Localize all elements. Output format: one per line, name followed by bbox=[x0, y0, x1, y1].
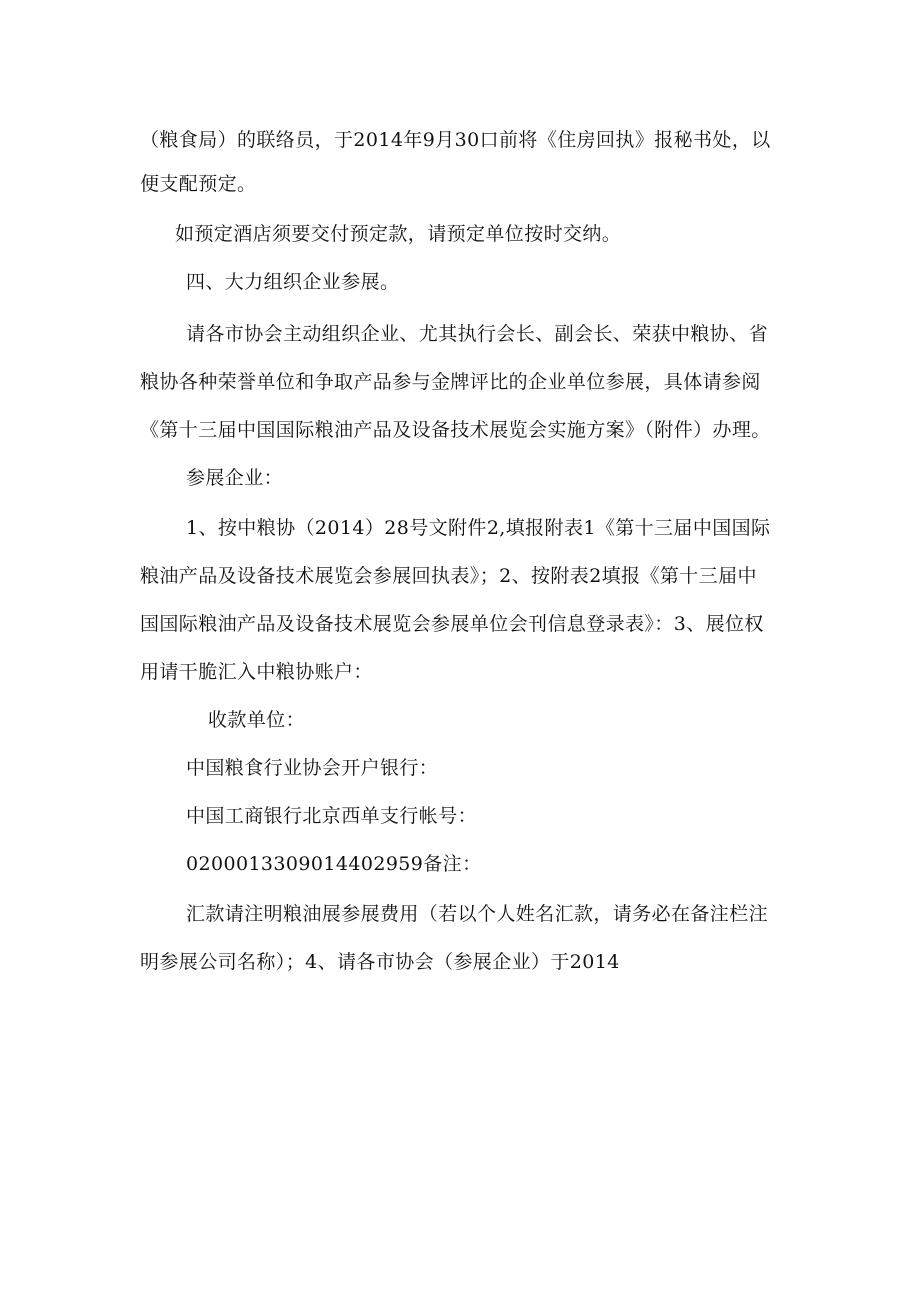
text-line: 国国际粮油产品及设备技术展览会参展单位会刊信息登录表》：3、展位权 bbox=[140, 613, 764, 635]
text-line: 1、按中粮协（2014）28号文附件2,填报附表1《第十三届中国国际 bbox=[186, 517, 771, 539]
text-line: 参展企业： bbox=[186, 467, 284, 489]
text-line: 中国工商银行北京西单支行帐号： bbox=[186, 805, 478, 827]
text-line: 汇款请注明粮油展参展费用（若以个人姓名汇款，请务必在备注栏注 bbox=[186, 903, 769, 925]
text-line: 粮油产品及设备技术展览会参展回执表》；2、按附表2填报《第十三届中 bbox=[140, 565, 757, 587]
text-line: 中国粮食行业协会开户银行： bbox=[186, 757, 439, 779]
text-line: 粮协各种荣誉单位和争取产品参与金牌评比的企业单位参展，具体请参阅 bbox=[140, 371, 761, 393]
text-line: 用请干脆汇入中粮协账户： bbox=[140, 661, 373, 683]
text-line: 0200013309014402959备注： bbox=[186, 853, 482, 875]
text-line: 如预定酒店须要交付预定款，请预定单位按时交纳。 bbox=[175, 223, 622, 245]
text-line: 便支配预定。 bbox=[140, 173, 257, 195]
section-heading: 四、大力组织企业参展。 bbox=[186, 271, 400, 293]
text-line: （粮食局）的联络员，于2014年9月30口前将《住房回执》报秘书处，以 bbox=[140, 129, 771, 151]
text-line: 收款单位： bbox=[208, 709, 306, 731]
text-line: 请各市协会主动组织企业、尤其执行会长、副会长、荣获中粮协、省 bbox=[186, 323, 769, 345]
text-line: 明参展公司名称）；4、请各市协会（参展企业）于2014 bbox=[140, 951, 620, 973]
text-line: 《第十三届中国国际粮油产品及设备技术展览会实施方案》（附件）办理。 bbox=[140, 419, 771, 441]
